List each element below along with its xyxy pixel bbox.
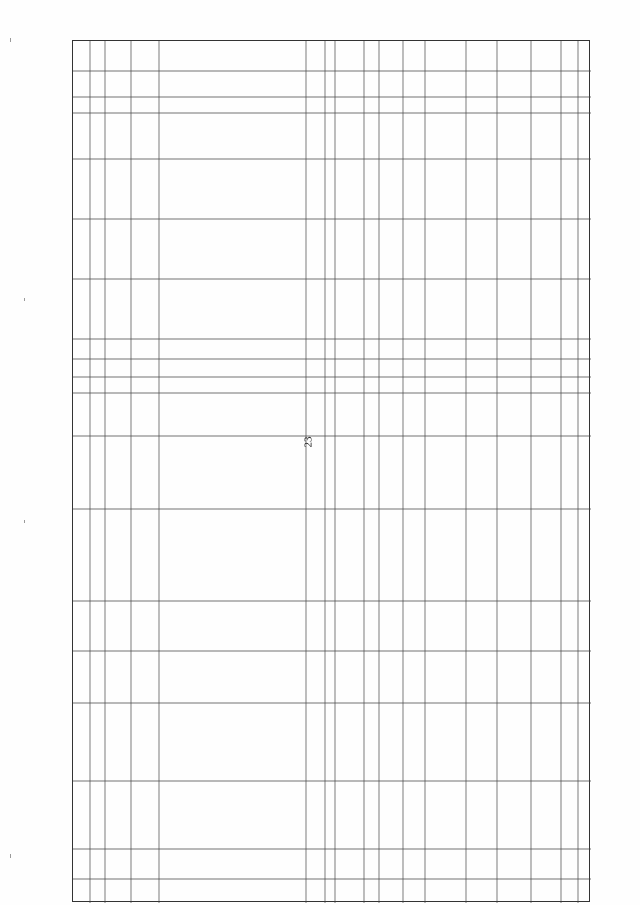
rotated-program-table — [72, 40, 590, 902]
table-grid — [73, 41, 591, 903]
left-edge-mark — [10, 38, 11, 42]
left-edge-mark — [24, 298, 25, 301]
page-number: 23 — [302, 436, 315, 448]
left-edge-mark — [10, 854, 11, 858]
left-edge-mark — [24, 520, 25, 523]
